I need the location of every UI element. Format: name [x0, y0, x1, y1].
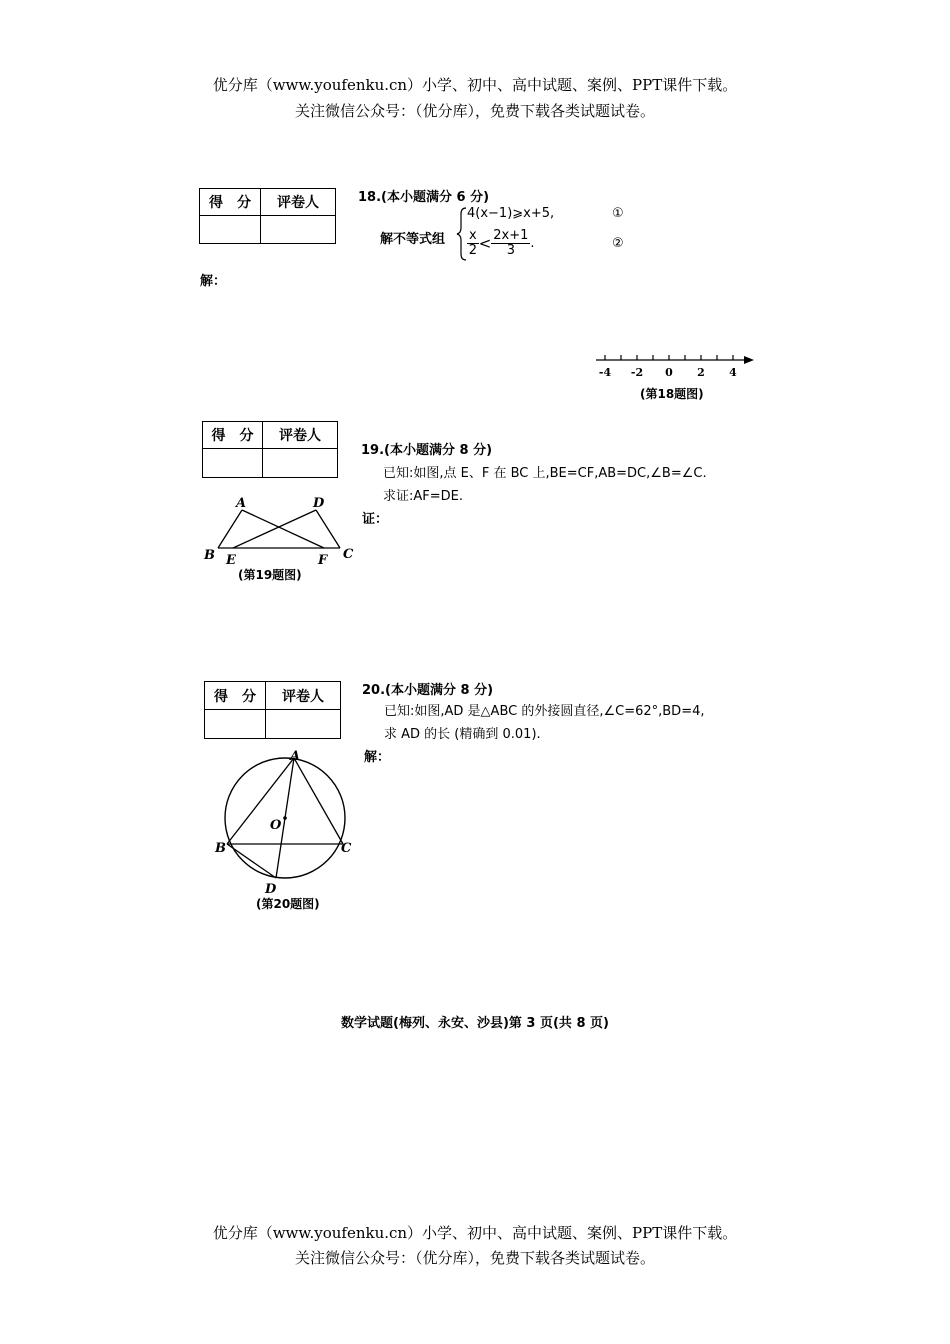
segment-bd	[227, 844, 276, 878]
score-label: 得 分	[205, 682, 266, 710]
q18-mark-2: ②	[612, 236, 624, 251]
segment-ab	[218, 510, 242, 548]
label-b: B	[204, 548, 215, 563]
ineq2-num-right: 2x+1	[493, 228, 529, 243]
q18-inequality-2	[467, 229, 535, 258]
q20-title: 20.(本小题满分 8 分)	[362, 683, 494, 698]
tick-label-4: 4	[729, 366, 737, 379]
footer-line-1: 优分库（www.youfenku.cn）小学、初中、高中试题、案例、PPT课件下载。	[212, 1224, 738, 1242]
q18-inequality-1: 4(x−1)⩾x+5,	[467, 206, 555, 221]
center-point	[283, 816, 287, 820]
q18-number-line	[592, 350, 758, 382]
header-line-1: 优分库（www.youfenku.cn）小学、初中、高中试题、案例、PPT课件下载。	[212, 76, 738, 94]
score-cell[interactable]	[203, 449, 263, 478]
grader-cell[interactable]	[263, 449, 338, 478]
score-label: 得 分	[200, 189, 261, 216]
segment-ac	[294, 758, 343, 844]
score-table-q18	[199, 188, 336, 244]
ineq2-den-left: 2	[468, 243, 477, 258]
score-label: 得 分	[203, 422, 263, 449]
q19-figure-caption: (第19题图)	[238, 568, 302, 582]
ineq2-op: <	[478, 234, 492, 253]
score-table-q19	[202, 421, 338, 478]
q19-prove: 求证:AF=DE.	[383, 489, 463, 504]
q18-figure-caption: (第18题图)	[640, 387, 704, 401]
score-cell[interactable]	[205, 710, 266, 739]
q19-proof-label: 证：	[362, 512, 389, 527]
q20-figure-caption: (第20题图)	[256, 897, 320, 911]
q20-ask: 求 AD 的长 (精确到 0.01).	[384, 727, 541, 742]
page-number: 数学试题(梅列、永安、沙县)第 3 页(共 8 页)	[341, 1016, 609, 1031]
score-table-q20	[204, 681, 341, 739]
segment-af	[242, 510, 324, 548]
q20-figure	[210, 748, 360, 896]
tick-label-2: 0	[665, 366, 673, 379]
ineq2-end: .	[530, 236, 535, 251]
label-a: A	[290, 749, 301, 764]
label-d: D	[313, 496, 325, 511]
grader-label: 评卷人	[263, 422, 338, 449]
q18-mark-1: ①	[612, 206, 624, 221]
grader-label: 评卷人	[261, 189, 336, 216]
tick-label-3: 2	[697, 366, 705, 379]
q20-answer-label: 解：	[364, 750, 391, 765]
ineq2-den-right: 3	[506, 243, 515, 258]
footer-line-2: 关注微信公众号：（优分库），免费下载各类试题试卷。	[294, 1249, 655, 1267]
grader-cell[interactable]	[266, 710, 341, 739]
grader-cell[interactable]	[261, 216, 336, 244]
q19-figure	[200, 492, 360, 570]
label-o: O	[270, 818, 282, 833]
label-b: B	[215, 841, 226, 856]
label-c: C	[343, 547, 354, 562]
segment-dc	[316, 510, 340, 548]
score-cell[interactable]	[200, 216, 261, 244]
segment-de	[233, 510, 316, 548]
q18-prompt: 解不等式组	[380, 232, 446, 247]
tick-label-0: -4	[598, 366, 612, 379]
grader-label: 评卷人	[266, 682, 341, 710]
header-line-2: 关注微信公众号：（优分库），免费下载各类试题试卷。	[294, 102, 655, 120]
q18-title: 18.(本小题满分 6 分)	[358, 190, 490, 205]
tick-label-1: -2	[630, 366, 644, 379]
ineq2-num-left: x	[469, 228, 477, 243]
label-f: F	[318, 553, 328, 568]
label-e: E	[226, 553, 236, 568]
segment-ab	[227, 758, 294, 844]
label-c: C	[341, 841, 352, 856]
label-d: D	[265, 882, 277, 896]
q19-title: 19.(本小题满分 8 分)	[361, 443, 493, 458]
number-line-arrow	[744, 356, 754, 364]
number-line-ticks	[605, 355, 733, 360]
q19-given: 已知:如图,点 E、F 在 BC 上,BE=CF,AB=DC,∠B=∠C.	[383, 466, 707, 481]
q20-given: 已知:如图,AD 是△ABC 的外接圆直径,∠C=62°,BD=4,	[384, 704, 705, 719]
label-a: A	[236, 496, 247, 511]
q18-answer-label: 解：	[200, 274, 227, 289]
